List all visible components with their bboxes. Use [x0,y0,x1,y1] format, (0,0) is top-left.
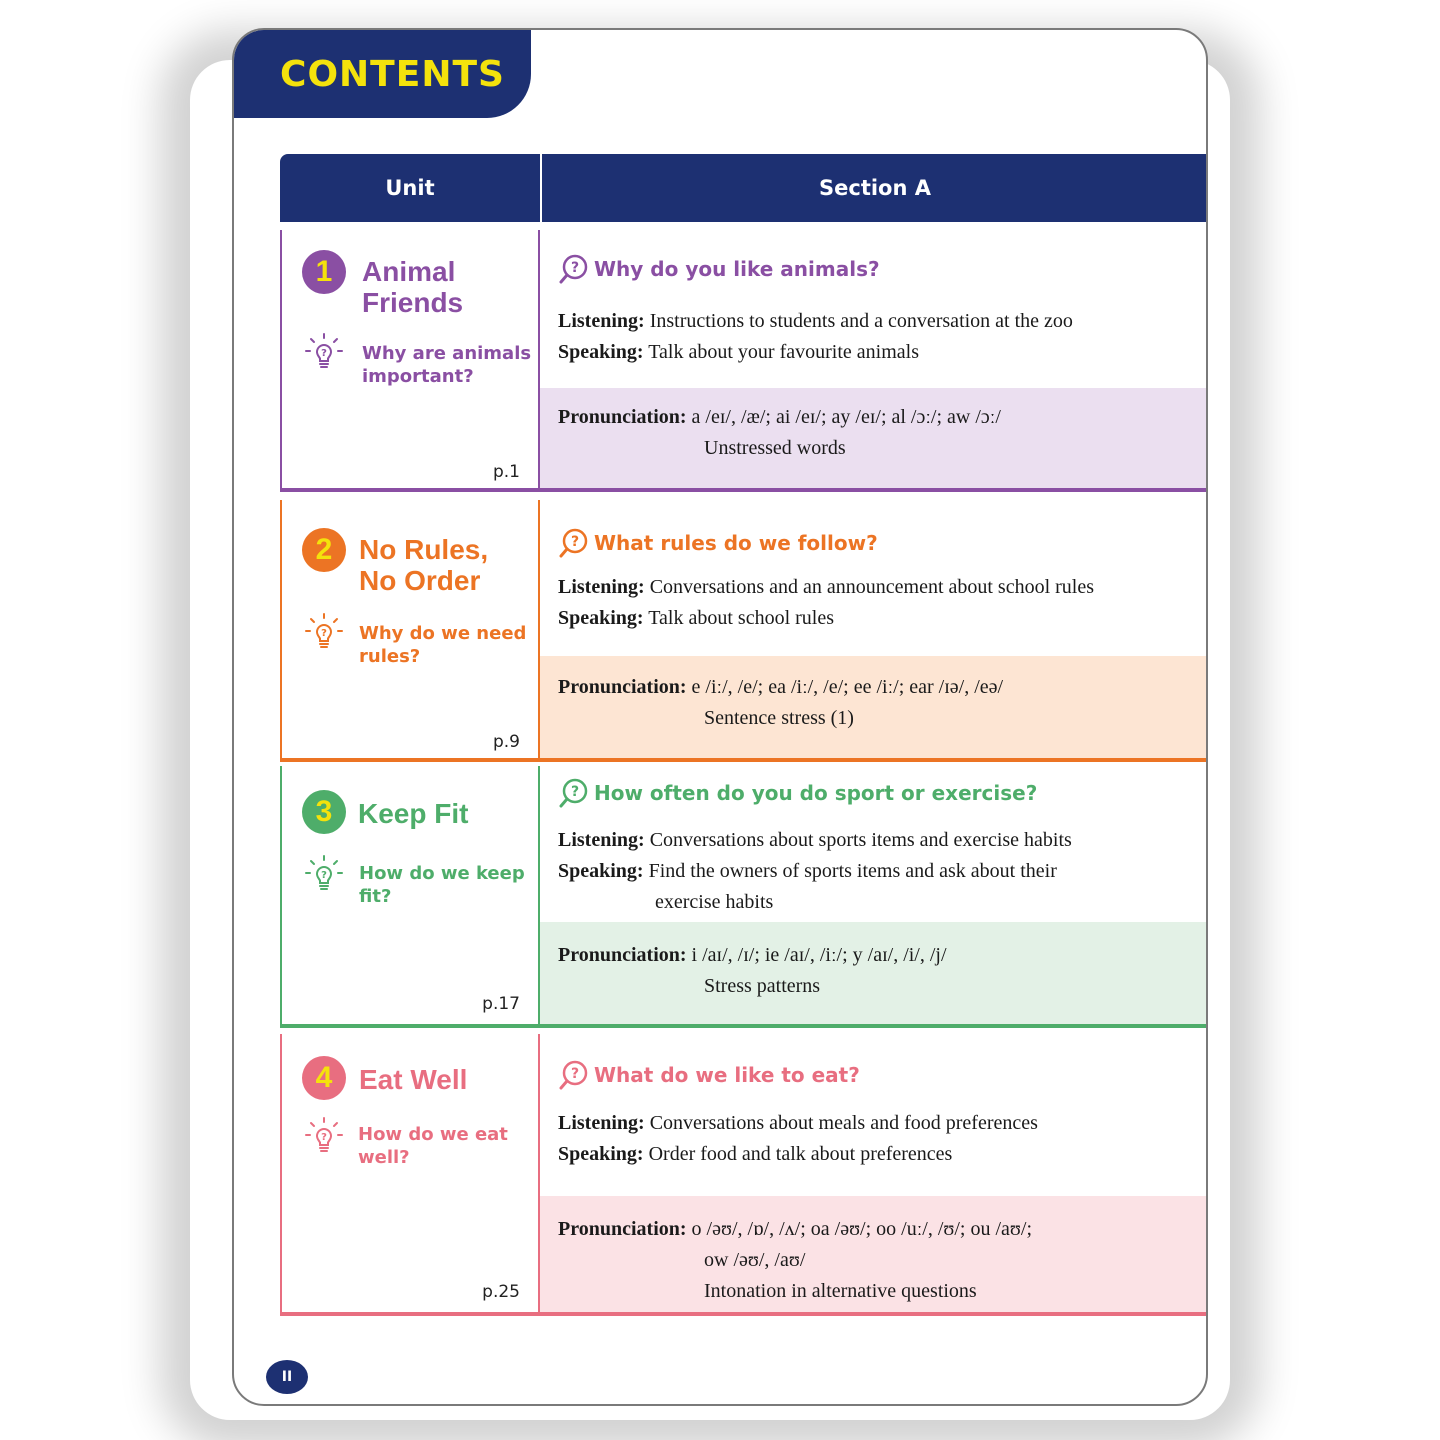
pronunciation-sounds-continued: ow /əʊ/, /aʊ/ [704,1249,806,1271]
page-reference: p.9 [492,732,520,752]
column-header-section: Section A [819,176,931,200]
speaking-line [558,856,1057,887]
pronunciation-label: Pronunciation: [558,944,687,966]
pronunciation-block [540,656,1208,758]
unit-divider [280,758,1208,762]
section-question [558,252,880,286]
section-a-cell-4 [540,1034,1208,1316]
book-page [232,28,1208,1406]
unit-number-badge: 2 [302,528,346,572]
pronunciation-focus: Stress patterns [704,975,821,997]
listening-label: Listening: [558,310,645,332]
unit-title: Eat Well [359,1064,468,1095]
unit-row-2[interactable] [280,500,1208,762]
speaking-line [558,1139,952,1170]
speaking-text: Talk about your favourite animals [648,341,919,363]
section-question [558,526,878,560]
big-question: How do we keep fit? [359,863,525,907]
speaking-label: Speaking: [558,860,644,882]
pronunciation-sounds: o /əʊ/, /ɒ/, /ʌ/; oa /əʊ/; oo /uː/, /ʊ/; ou /aʊ/; [691,1218,1032,1240]
listening-text: Conversations about meals and food preferences [649,1112,1038,1134]
page-reference: p.17 [482,994,520,1014]
pronunciation-line [558,672,1003,703]
listening-label: Listening: [558,576,645,598]
listening-text: Conversations about sports items and exercise habits [649,829,1072,851]
svg-text:?: ? [570,784,580,800]
speaking-text: Find the owners of sports items and ask about their [648,860,1057,882]
section-a-cell-1 [540,230,1208,492]
pronunciation-line [558,1214,1032,1245]
section-question [558,1058,860,1092]
contents-title: CONTENTS [280,53,505,95]
unit-divider [280,1312,1208,1316]
pronunciation-sounds: i /aɪ/, /ɪ/; ie /aɪ/, /iː/; y /aɪ/, /i/, /j/ [691,944,947,966]
svg-text:?: ? [570,534,580,550]
listening-text: Conversations and an announcement about school rules [649,576,1095,598]
unit-divider [280,488,1208,492]
unit-title: No Rules, No Order [359,534,489,596]
magnifier-question-icon [558,1058,592,1092]
svg-text:?: ? [321,348,327,359]
unit-number-badge: 3 [302,790,346,834]
svg-text:?: ? [321,628,327,639]
unit-number-badge: 1 [302,250,346,294]
magnifier-question-icon [558,252,592,286]
svg-text:?: ? [570,1066,580,1082]
pronunciation-sounds: e /iː/, /e/; ea /iː/, /e/; ee /iː/; ear /ɪə/, /eə/ [691,676,1004,698]
listening-line [558,825,1072,856]
pronunciation-line [558,940,947,971]
pronunciation-focus: Unstressed words [704,437,846,459]
unit-cell-3 [280,766,540,1028]
pronunciation-focus: Sentence stress (1) [704,707,854,729]
speaking-label: Speaking: [558,1143,644,1165]
pronunciation-label: Pronunciation: [558,676,687,698]
section-question-text: What do we like to eat? [594,1063,860,1087]
listening-speaking-block [540,230,1208,388]
lightbulb-question-icon [304,612,344,652]
column-header-unit: Unit [280,154,542,222]
page-reference: p.25 [482,1282,520,1302]
listening-speaking-block [540,1034,1208,1196]
speaking-line [558,337,919,368]
listening-speaking-block [540,766,1208,922]
magnifier-question-icon [558,526,592,560]
unit-title: Keep Fit [358,798,469,829]
pronunciation-focus: Intonation in alternative questions [704,1280,977,1302]
big-question: Why do we need rules? [359,623,527,667]
magnifier-question-icon [558,776,592,810]
speaking-line [558,603,834,634]
listening-label: Listening: [558,829,645,851]
section-question [558,776,1037,810]
section-question-text: How often do you do sport or exercise? [594,781,1038,805]
lightbulb-question-icon [304,1116,344,1156]
unit-number-badge: 4 [302,1056,346,1100]
listening-label: Listening: [558,1112,645,1134]
page-reference: p.1 [492,462,520,482]
listening-line [558,572,1094,603]
section-question-text: Why do you like animals? [594,257,880,281]
svg-text:?: ? [321,1132,327,1143]
listening-speaking-block [540,500,1208,656]
pronunciation-label: Pronunciation: [558,1218,687,1240]
section-a-cell-3 [540,766,1208,1028]
svg-text:?: ? [321,870,327,881]
unit-title: Animal Friends [362,256,464,318]
speaking-text: Talk about school rules [648,607,835,629]
svg-text:?: ? [570,260,580,276]
contents-tab [234,30,531,118]
listening-line [558,306,1073,337]
pronunciation-line [558,402,1001,433]
listening-text: Instructions to students and a conversation at the zoo [649,310,1073,332]
unit-row-3[interactable] [280,766,1208,1028]
speaking-text: Order food and talk about preferences [648,1143,953,1165]
section-a-cell-2 [540,500,1208,762]
lightbulb-question-icon [304,332,344,372]
page-number: II [266,1360,308,1394]
pronunciation-sounds: a /eɪ/, /æ/; ai /eɪ/; ay /eɪ/; al /ɔː/; aw /ɔː/ [691,406,1001,428]
big-question: How do we eat well? [358,1124,508,1168]
unit-cell-4 [280,1034,540,1316]
pronunciation-block [540,922,1208,1024]
unit-row-1[interactable] [280,230,1208,492]
speaking-text-continued: exercise habits [655,891,774,913]
pronunciation-label: Pronunciation: [558,406,687,428]
lightbulb-question-icon [304,854,344,894]
section-question-text: What rules do we follow? [594,531,878,555]
table-header [280,154,1208,222]
unit-cell-2 [280,500,540,762]
unit-cell-1 [280,230,540,492]
speaking-label: Speaking: [558,341,644,363]
pronunciation-block [540,388,1208,488]
big-question: Why are animals important? [362,343,532,387]
pronunciation-block [540,1196,1208,1312]
unit-row-4[interactable] [280,1034,1208,1316]
listening-line [558,1108,1038,1139]
speaking-label: Speaking: [558,607,644,629]
unit-divider [280,1024,1208,1028]
